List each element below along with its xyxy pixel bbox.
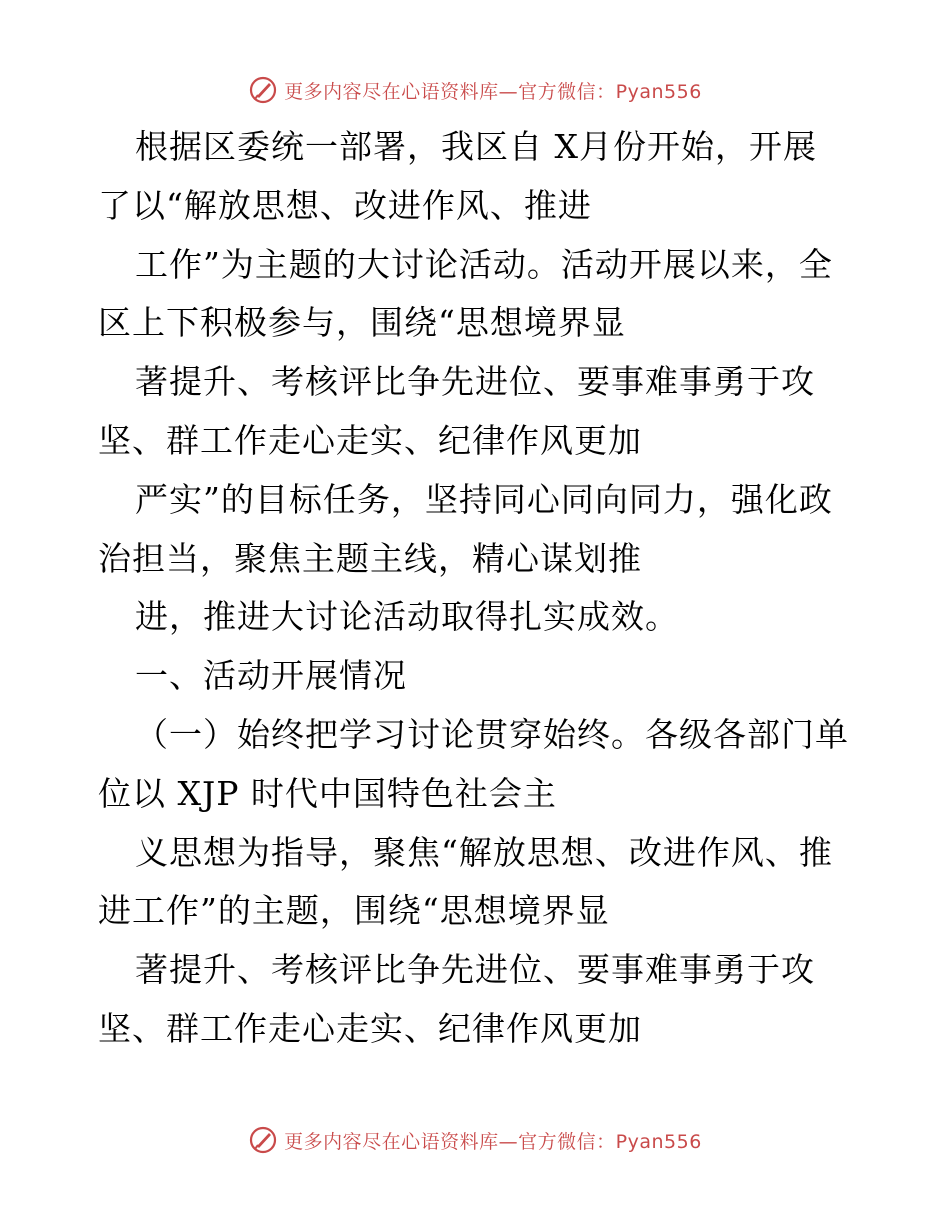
- text-line: 坚、群工作走心走实、纪律作风更加: [98, 1008, 642, 1048]
- text-line: 区上下积极参与，围绕“思想境界显: [98, 303, 626, 343]
- text-line: （一）始终把学习讨论贯穿始终。各级各部门单: [135, 714, 849, 754]
- text-line: 治担当，聚焦主题主线，精心谋划推: [98, 538, 642, 578]
- quill-pen-seal-icon: [248, 75, 278, 105]
- text-line: 根据区委统一部署，我区自 X月份开始，开展: [135, 127, 817, 166]
- quill-pen-seal-icon: [248, 1125, 278, 1155]
- text-line: 坚、群工作走心走实、纪律作风更加: [98, 420, 642, 460]
- document-body: [98, 118, 858, 1059]
- footer-watermark: [0, 1120, 950, 1160]
- text-line: 著提升、考核评比争先进位、要事难事勇于攻: [135, 362, 815, 402]
- text-line: 进，推进大讨论活动取得扎实成效。: [135, 597, 679, 637]
- section-heading: 一、活动开展情况: [135, 656, 407, 696]
- text-line: 进工作”的主题，围绕“思想境界显: [98, 891, 610, 931]
- text-line: 严实”的目标任务，坚持同心同向同力，强化政: [135, 479, 833, 519]
- text-line: 义思想为指导，聚焦“解放思想、改进作风、推: [135, 832, 833, 872]
- header-watermark: [0, 70, 950, 110]
- text-line: 工作”为主题的大讨论活动。活动开展以来，全: [135, 244, 833, 284]
- text-line: 位以 XJP 时代中国特色社会主: [98, 773, 557, 813]
- watermark-text: 更多内容尽在心语资料库—官方微信：Pyan556: [284, 1130, 702, 1153]
- watermark-text: 更多内容尽在心语资料库—官方微信：Pyan556: [284, 80, 702, 103]
- text-line: 著提升、考核评比争先进位、要事难事勇于攻: [135, 950, 815, 990]
- text-line: 了以“解放思想、改进作风、推进: [98, 185, 592, 225]
